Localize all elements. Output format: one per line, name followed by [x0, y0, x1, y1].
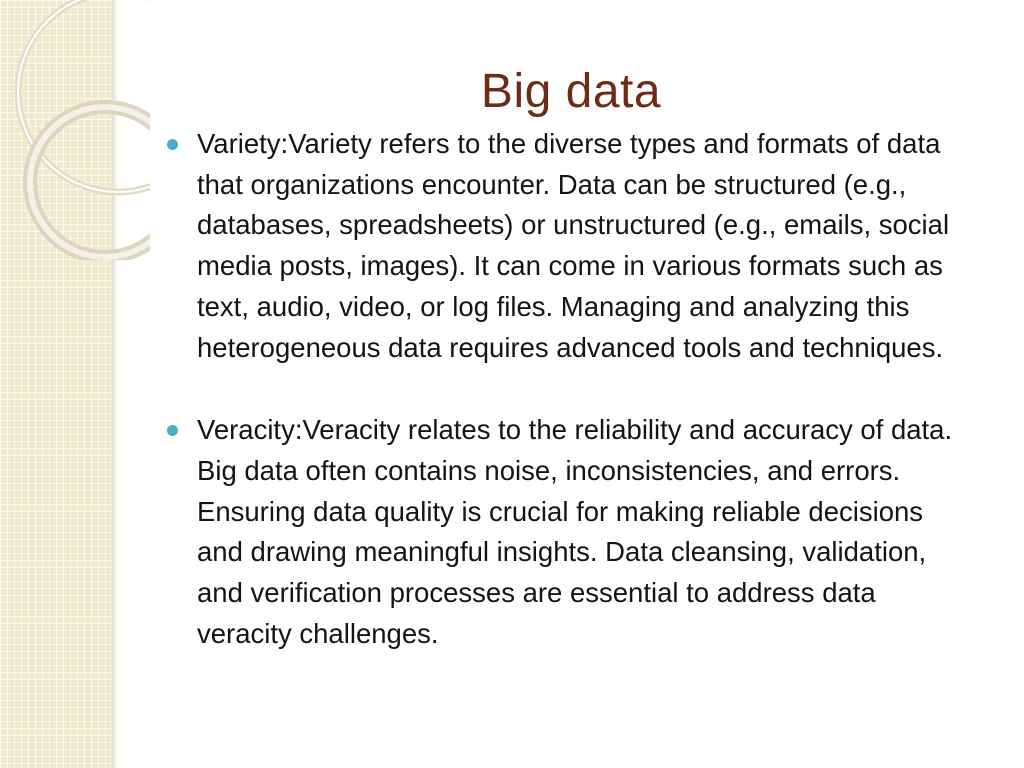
- bullet-label: Veracity:: [197, 414, 303, 446]
- bullet-text: [197, 410, 966, 654]
- bullet-body: Veracity relates to the reliability and accuracy of data. Big data often contains noise, inconsistencies, and errors. Ensuring data quality is crucial for making reliable decisions and drawing meaningful insights. Data cleansing, validation, and verification processes are essential to address data veracity challenges.: [197, 414, 953, 649]
- bullet-item-variety: [166, 124, 966, 368]
- slide-title: Big data: [480, 65, 662, 118]
- bullet-body: Variety refers to the diverse types and formats of data that organizations encounter. Data can be structured (e.g., databases, spreadsheets) or unstructured (e.g., emails, social media posts, images). It can come in various formats such as text, audio, video, or log files. Managing and analyzing this heterogeneous data requires advanced tools and techniques.: [197, 128, 950, 363]
- bullet-item-veracity: [166, 410, 966, 654]
- bullet-dot-icon: [167, 139, 178, 150]
- bullet-label: Variety:: [197, 128, 289, 159]
- bullet-dot-icon: [167, 425, 178, 436]
- bullet-text: [197, 124, 966, 368]
- bullet-list: [166, 124, 966, 654]
- decorative-rings: [0, 0, 150, 260]
